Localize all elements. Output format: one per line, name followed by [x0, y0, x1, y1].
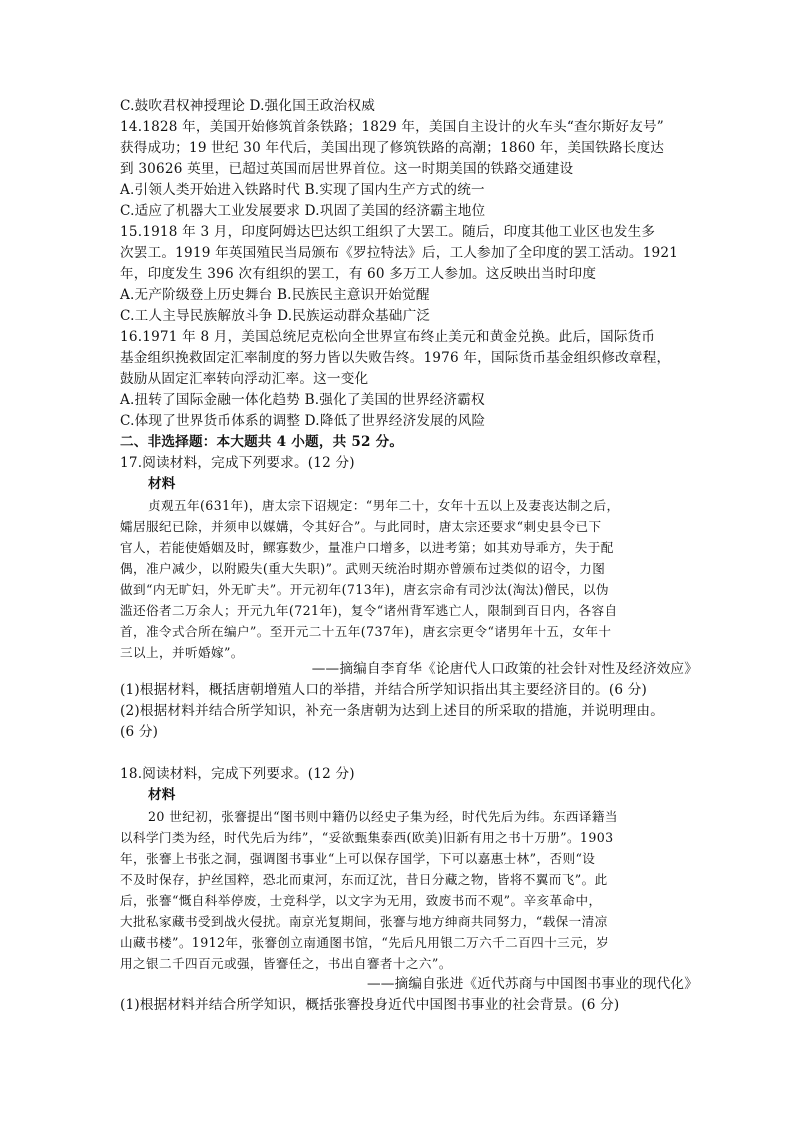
q18-material-line1: 20 世纪初，张謇提出“图书则中籍仍以经史子集为经，时代先后为纬。东西译籍当 — [148, 809, 618, 824]
q14-options-ab: A.引领人类开始进入铁路时代 B.实现了国内生产方式的统一 — [120, 182, 485, 198]
q17-material-line3: 官人，若能使婚姻及时，鳏寡数少，量准户口增多，以进考第；如其劝导乖方，失于配 — [120, 540, 614, 555]
q18-material-line4: 不及时保存，护丝国粹，恐北而東河，东而辽沈，昔日分藏之物，皆将不翼而飞”。此 — [120, 872, 608, 887]
q17-material-line8: 三以上，并听婚嫁”。 — [120, 645, 244, 660]
q18-material-line2: 以科学门类为经，时代先后为纬”，“妥欲甄集泰西(欧美)旧新有用之书十万册”。1903 — [120, 830, 614, 845]
q17-source: ——摘编自李育华《论唐代人口政策的社会针对性及经济效应》 — [311, 661, 698, 677]
q16-options-ab: A.扭转了国际金融一体化趋势 B.强化了美国的世界经济霸权 — [120, 392, 485, 408]
q15-options-cd: C.工人主导民族解放斗争 D.民族运动群众基础广泛 — [120, 308, 431, 324]
q15-options-ab: A.无产阶级登上历史舞台 B.民族民主意识开始觉醒 — [120, 287, 430, 303]
q18-instruction: 18.阅读材料，完成下列要求。(12 分) — [120, 766, 355, 782]
q18-material-label: 材料 — [148, 787, 176, 803]
q18-source: ——摘编自张进《近代苏商与中国图书事业的现代化》 — [366, 976, 698, 992]
q15-stem-line3: 年，印度发生 396 次有组织的罢工，有 60 多万工人参加。这反映出当时印度 — [120, 266, 597, 282]
q16-stem-line1: 16.1971 年 8 月，美国总统尼克松向全世界宣布终止美元和黄金兑换。此后，国际货币 — [120, 329, 656, 345]
q17-instruction: 17.阅读材料，完成下列要求。(12 分) — [120, 455, 355, 471]
q17-material-line7: 首，准令式合所在编户”。至开元二十五年(737年)，唐玄宗更令“诸男年十五，女年十 — [120, 624, 612, 639]
q17-material-line5: 做到“内无旷妇，外无旷夫”。开元初年(713年)，唐玄宗命有司沙汰(淘汰)僧民，以伪 — [120, 582, 609, 597]
q18-material-line7: 山藏书楼”。1912年，张謇创立南通图书馆，“先后凡用银二万六千二百四十三元，岁 — [120, 935, 610, 950]
q17-material-line6: 滥还俗者二万余人；开元九年(721年)，复令“诸州背军逃亡人，限制到百日内，各容自 — [120, 603, 618, 618]
q14-options-cd: C.适应了机器大工业发展要求 D.巩固了美国的经济霸主地位 — [120, 203, 486, 219]
q14-stem-line3: 到 30626 英里，已超过英国而居世界首位。这一时期美国的铁路交通建设 — [120, 161, 574, 177]
q17-material-line4: 偶，准户减少，以附殿失(重大失职)”。武则天统治时期亦曾颁布过类似的诏令，力图 — [120, 561, 606, 576]
q15-stem-line2: 次罢工。1919 年英国殖民当局颁布《罗拉特法》后，工人参加了全印度的罢工活动。1921 — [120, 245, 679, 261]
q13-options-cd: C.鼓吹君权神授理论 D.强化国王政治权威 — [120, 98, 375, 114]
q16-stem-line3: 鼓励从固定汇率转向浮动汇率。这一变化 — [120, 371, 369, 387]
q17-part1: (1)根据材料，概括唐朝增殖人口的举措，并结合所学知识指出其主要经济目的。(6 分) — [120, 682, 648, 698]
q17-material-line1: 贞观五年(631年)，唐太宗下诏规定：“男年二十，女年十五以上及妻丧达制之后， — [148, 498, 620, 513]
q16-options-cd: C.体现了世界货币体系的调整 D.降低了世界经济发展的风险 — [120, 413, 486, 429]
q14-stem-line2: 获得成功；19 世纪 30 年代后，美国出现了修筑铁路的高潮；1860 年，美国铁路长度达 — [120, 140, 665, 156]
q17-material-line2: 孀居服纪已除，并须申以媒媾，令其好合”。与此同时，唐太宗还要求“刺史县令已下 — [120, 519, 602, 534]
q17-material-label: 材料 — [148, 476, 176, 492]
q18-part1: (1)根据材料并结合所学知识，概括张謇投身近代中国图书事业的社会背景。(6 分) — [120, 997, 620, 1013]
q18-material-line8: 用之银二千四百元或强，皆謇任之，书出自謇者十之六”。 — [120, 956, 452, 971]
q18-material-line5: 后，张謇“慨自科举停废，士竞科学，以文字为无用，致废书而不观”。辛亥革命中， — [120, 893, 602, 908]
q17-part2: (2)根据材料并结合所学知识，补充一条唐朝为达到上述目的所采取的措施，并说明理由。 — [120, 703, 665, 719]
section-heading: 二、非选择题：本大题共 4 小题，共 52 分。 — [120, 434, 404, 450]
q18-material-line6: 大批私家藏书受到战火侵扰。南京光复期间，张謇与地方绅商共同努力，“载保一清凉 — [120, 914, 608, 929]
q15-stem-line1: 15.1918 年 3 月，印度阿姆达巴达织工组织了大罢工。随后，印度其他工业区也发生多 — [120, 224, 656, 240]
q14-stem-line1: 14.1828 年，美国开始修筑首条铁路；1829 年，美国自主设计的火车头“查尔斯好友号” — [120, 119, 664, 135]
q18-material-line3: 年，张謇上书张之洞，强调图书事业“上可以保存国学，下可以嘉惠士林”，否则“设 — [120, 851, 596, 866]
q17-part2-score: (6 分) — [120, 724, 159, 740]
q16-stem-line2: 基金组织挽救固定汇率制度的努力皆以失败告终。1976 年，国际货币基金组织修改章程， — [120, 350, 671, 366]
